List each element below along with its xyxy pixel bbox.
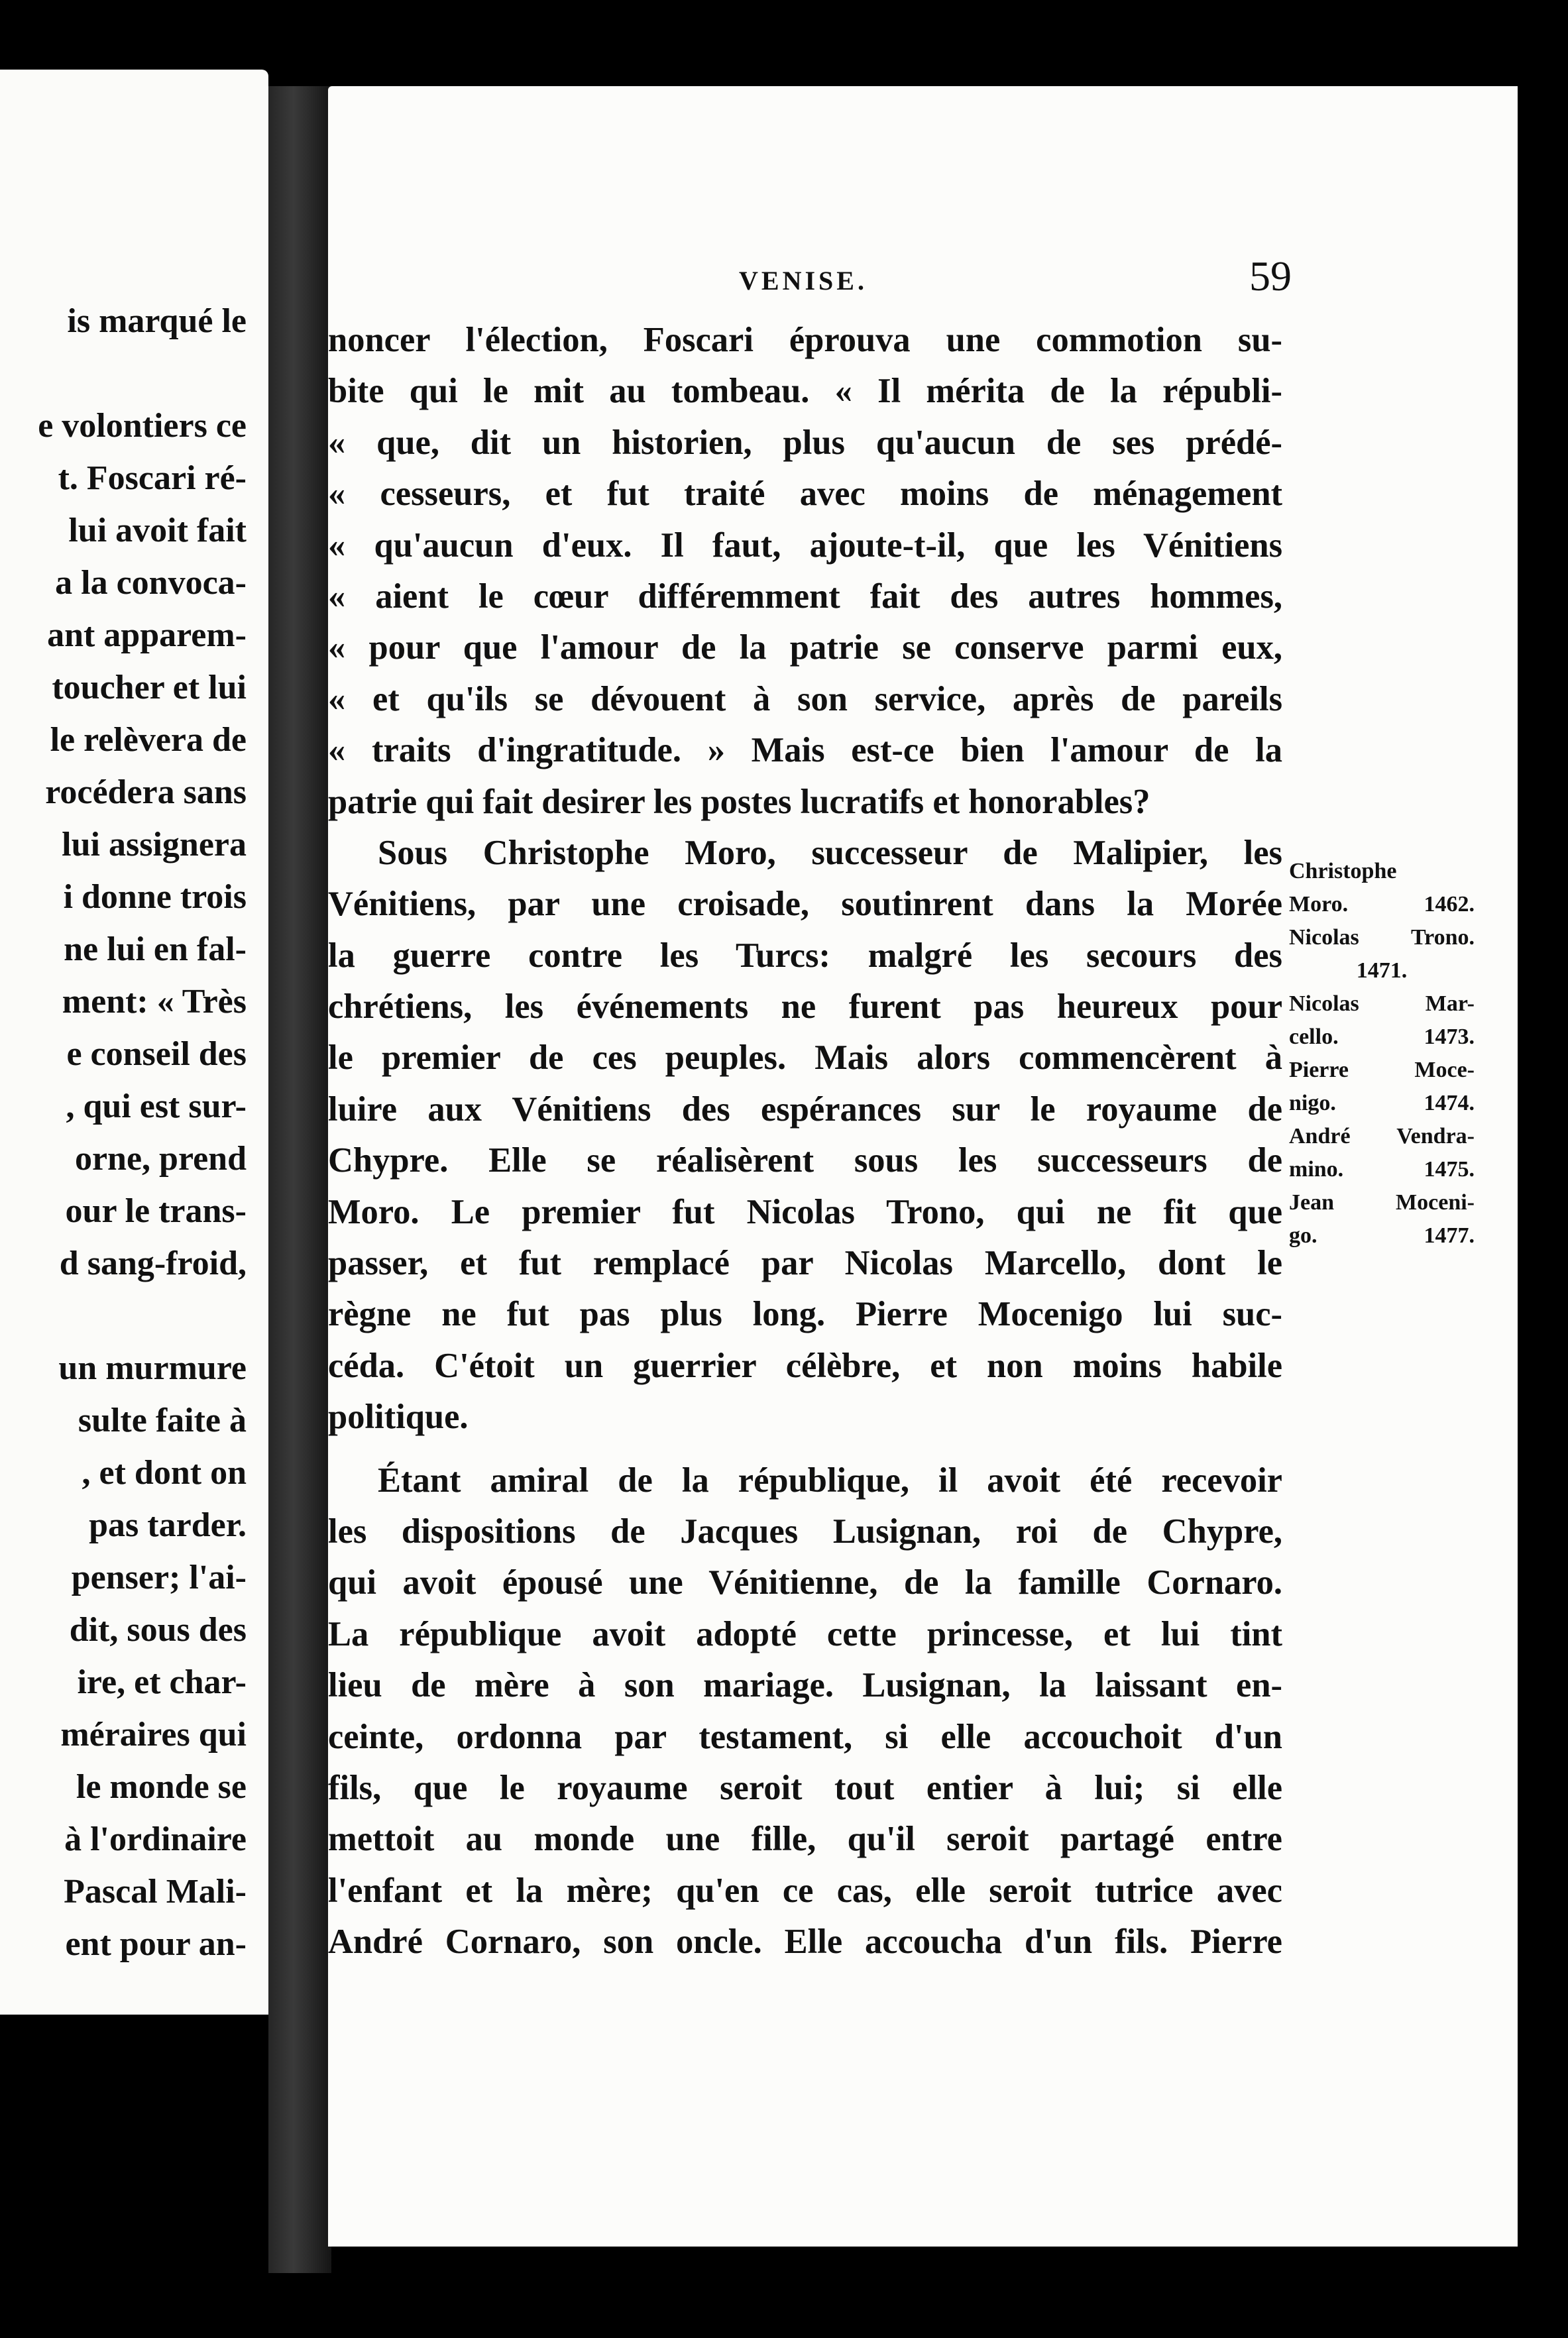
left-page-line: e conseil des xyxy=(66,1035,247,1073)
left-page-line: lui assignera xyxy=(62,826,247,863)
book-gutter xyxy=(268,86,331,2273)
text-line: La république avoit adopté cette princesse, et lui tint xyxy=(328,1614,1282,1653)
left-page-line: à l'ordinaire xyxy=(64,1820,247,1858)
page-number: 59 xyxy=(1249,252,1292,300)
text-line: chrétiens, les événements ne furent pas heureux pour xyxy=(328,987,1282,1027)
running-title: VENISE. xyxy=(739,266,868,296)
text-line: Sous Christophe Moro, successeur de Malipier, les xyxy=(378,833,1282,872)
margin-note-line: Jean Moceni- xyxy=(1289,1190,1475,1215)
left-page-line: orne, prend xyxy=(74,1140,247,1178)
text-line: noncer l'élection, Foscari éprouva une commotion su- xyxy=(328,321,1282,359)
text-line: fils, que le royaume seroit tout entier à lui; si elle xyxy=(328,1768,1282,1807)
margin-note-line: Nicolas Trono. xyxy=(1289,925,1475,950)
margin-note-line: go. 1477. xyxy=(1289,1223,1475,1248)
margin-note-line: 1471. xyxy=(1356,958,1408,983)
left-page-line: Pascal Mali- xyxy=(64,1873,247,1911)
text-line: la guerre contre les Turcs: malgré les secours des xyxy=(328,936,1282,975)
text-line: Vénitiens, par une croisade, soutinrent dans la Morée xyxy=(328,885,1282,924)
left-page-line: t. Foscari ré- xyxy=(58,459,247,497)
margin-note-line: Moro. 1462. xyxy=(1289,892,1475,917)
text-line: politique. xyxy=(328,1398,469,1437)
left-page-line: toucher et lui xyxy=(52,669,247,706)
text-line: « et qu'ils se dévouent à son service, après de pareils xyxy=(328,679,1282,718)
text-line: « aient le cœur différemment fait des autres hommes, xyxy=(328,577,1282,616)
text-line: André Cornaro, son oncle. Elle accoucha d'un fils. Pierre xyxy=(328,1922,1282,1962)
left-page-line: d sang-froid, xyxy=(59,1245,247,1282)
right-page xyxy=(328,86,1518,2247)
text-line: lieu de mère à son mariage. Lusignan, la laissant en- xyxy=(328,1666,1282,1705)
left-page-line: i donne trois xyxy=(63,878,247,916)
text-line: les dispositions de Jacques Lusignan, roi de Chypre, xyxy=(328,1512,1282,1551)
left-page-line: ant apparem- xyxy=(47,616,247,654)
left-page-line: our le trans- xyxy=(65,1192,247,1230)
text-line: règne ne fut pas plus long. Pierre Mocenigo lui suc- xyxy=(328,1295,1282,1334)
text-line: mettoit au monde une fille, qu'il seroit partagé entre xyxy=(328,1820,1282,1859)
left-page-line: pas tarder. xyxy=(89,1506,247,1544)
margin-note-line: mino. 1475. xyxy=(1289,1157,1475,1182)
left-page-line: is marqué le xyxy=(67,302,247,340)
text-line: patrie qui fait desirer les postes lucratifs et honorables? xyxy=(328,782,1150,821)
left-page-line: ne lui en fal- xyxy=(64,930,247,968)
margin-note-line: Christophe xyxy=(1289,859,1397,883)
text-line: qui avoit épousé une Vénitienne, de la famille Cornaro. xyxy=(328,1563,1282,1602)
left-page-line: , et dont on xyxy=(82,1454,247,1492)
text-line: Moro. Le premier fut Nicolas Trono, qui ne fit que xyxy=(328,1192,1282,1231)
text-line: céda. C'étoit un guerrier célèbre, et non moins habile xyxy=(328,1346,1282,1385)
text-line: « qu'aucun d'eux. Il faut, ajoute-t-il, que les Vénitiens xyxy=(328,526,1282,565)
text-line: passer, et fut remplacé par Nicolas Marcello, dont le xyxy=(328,1244,1282,1283)
left-page-line: rocédera sans xyxy=(45,773,247,811)
page-header xyxy=(328,252,1518,311)
left-page-text xyxy=(0,295,247,1970)
left-page-line: ent pour an- xyxy=(65,1925,247,1963)
left-page-line: penser; l'ai- xyxy=(71,1559,247,1596)
text-line: bite qui le mit au tombeau. « Il mérita de la républi- xyxy=(328,372,1282,411)
left-page-line: dit, sous des xyxy=(69,1611,247,1649)
text-line: « que, dit un historien, plus qu'aucun de ses prédé- xyxy=(328,423,1282,462)
text-line: Chypre. Elle se réalisèrent sous les successeurs de xyxy=(328,1141,1282,1180)
main-text xyxy=(328,315,1282,1968)
left-page-line: a la convoca- xyxy=(55,564,247,602)
text-line: « cesseurs, et fut traité avec moins de ménagement xyxy=(328,474,1282,514)
left-page-line: , qui est sur- xyxy=(66,1087,247,1125)
left-page-line: ment: « Très xyxy=(62,983,247,1021)
left-page-line: le monde se xyxy=(76,1768,247,1806)
text-line: luire aux Vénitiens des espérances sur le royaume de xyxy=(328,1089,1282,1129)
margin-note-line: Nicolas Mar- xyxy=(1289,991,1475,1016)
text-line: le premier de ces peuples. Mais alors commencèrent à xyxy=(328,1038,1282,1078)
margin-note-line: Pierre Moce- xyxy=(1289,1058,1475,1082)
left-page xyxy=(0,70,268,2015)
text-line: « pour que l'amour de la patrie se conserve parmi eux, xyxy=(328,628,1282,667)
margin-note-line: cello. 1473. xyxy=(1289,1025,1475,1049)
left-page-line xyxy=(0,347,247,400)
margin-note xyxy=(1289,855,1475,1252)
left-page-line: sulte faite à xyxy=(78,1402,247,1439)
text-line: l'enfant et la mère; qu'en ce cas, elle seroit tutrice avec xyxy=(328,1871,1282,1910)
margin-note-line: nigo. 1474. xyxy=(1289,1091,1475,1115)
text-line: « traits d'ingratitude. » Mais est-ce bien l'amour de la xyxy=(328,731,1282,770)
left-page-line: méraires qui xyxy=(60,1716,247,1754)
left-page-line: le relèvera de xyxy=(50,721,247,759)
left-page-line: lui avoit fait xyxy=(68,512,247,549)
text-line: ceinte, ordonna par testament, si elle accouchoit d'un xyxy=(328,1717,1282,1756)
margin-note-line: André Vendra- xyxy=(1289,1124,1475,1148)
left-page-line: ire, et char- xyxy=(77,1663,247,1701)
text-line: Étant amiral de la république, il avoit été recevoir xyxy=(378,1461,1282,1500)
left-page-line: un murmure xyxy=(58,1349,247,1387)
left-page-line xyxy=(0,1290,247,1342)
left-page-line: e volontiers ce xyxy=(38,407,247,445)
